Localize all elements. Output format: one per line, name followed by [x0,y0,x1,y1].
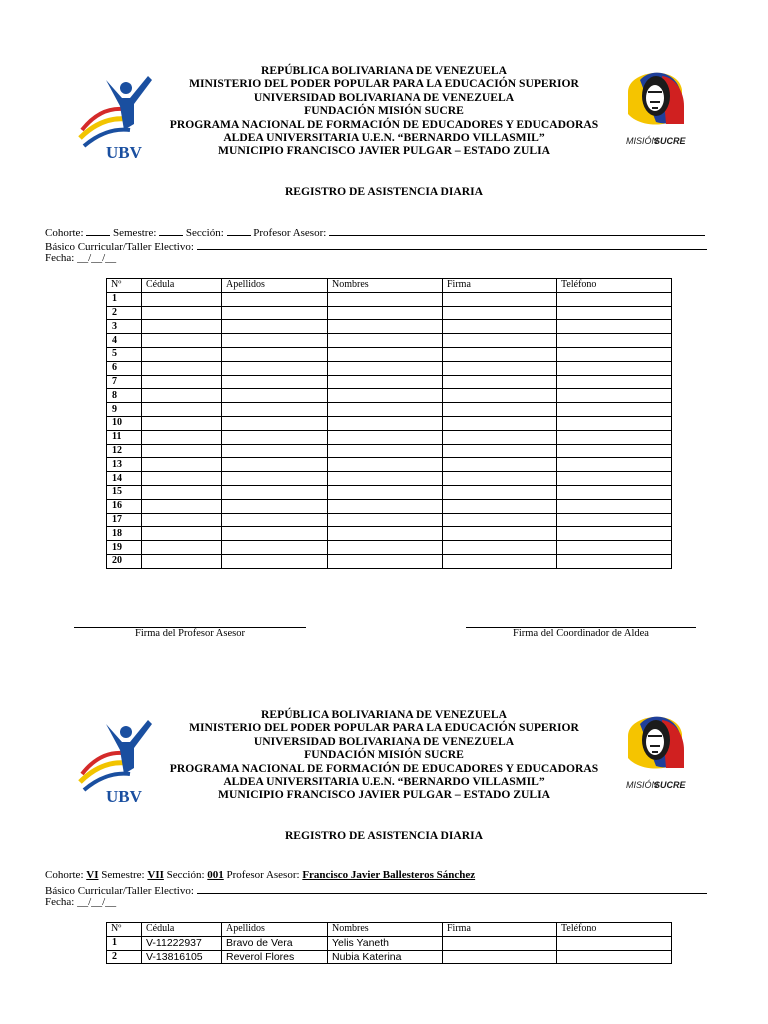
column-header: Teléfono [557,279,672,293]
table-row [107,320,672,334]
telefono-cell[interactable] [557,485,672,499]
table-row [107,375,672,389]
cedula-cell[interactable] [142,541,222,555]
profesor-input[interactable] [329,225,705,236]
nombres-cell[interactable] [328,403,443,417]
cedula-cell[interactable] [142,458,222,472]
row-number: 1 [107,936,142,950]
curricular-line [45,883,707,898]
row-number: 18 [107,527,142,541]
nombres-cell[interactable]: Yelis Yaneth [328,936,443,950]
nombres-cell[interactable] [328,361,443,375]
row-number: 14 [107,472,142,486]
cedula-cell[interactable] [142,485,222,499]
header-line: PROGRAMA NACIONAL DE FORMACIÓN DE EDUCADORES Y EDUCADORAS [169,761,599,775]
firma-cell[interactable] [443,361,557,375]
telefono-cell[interactable] [557,389,672,403]
apellidos-cell[interactable] [222,389,328,403]
column-header: Cédula [142,279,222,293]
telefono-cell[interactable] [557,403,672,417]
column-header: Apellidos [222,923,328,937]
ubv-logo-text: UBV [106,787,142,802]
cedula-cell[interactable] [142,347,222,361]
header-line: REPÚBLICA BOLIVARIANA DE VENEZUELA [261,64,507,77]
row-number: 20 [107,554,142,568]
firma-cell[interactable] [443,375,557,389]
table-row [107,527,672,541]
nombres-cell[interactable] [328,430,443,444]
telefono-cell[interactable] [557,554,672,568]
header-line: ALDEA UNIVERSITARIA U.E.N. “BERNARDO VILLASMIL” [223,775,545,789]
cedula-cell[interactable]: V-11222937 [142,936,222,950]
header-line: MINISTERIO DEL PODER POPULAR PARA LA EDUCACIÓN SUPERIOR [189,721,579,735]
telefono-cell[interactable] [557,458,672,472]
column-header: Firma [443,279,557,293]
nombres-cell[interactable] [328,292,443,306]
firma-cell[interactable] [443,527,557,541]
row-number: 2 [107,950,142,964]
cedula-cell[interactable] [142,472,222,486]
firma-cell[interactable] [443,320,557,334]
header-line: ALDEA UNIVERSITARIA U.E.N. “BERNARDO VILLASMIL” [223,131,545,145]
firma-cell[interactable] [443,950,557,964]
cedula-cell[interactable]: V-13816105 [142,950,222,964]
cedula-cell[interactable] [142,430,222,444]
seccion-input[interactable] [227,225,251,236]
telefono-cell[interactable] [557,320,672,334]
semestre-label: Semestre: [110,227,160,239]
basico-label: Básico Curricular/Taller Electivo: [45,885,197,897]
sucre-logo-text: SUCRE [654,780,686,790]
apellidos-cell[interactable] [222,430,328,444]
header-line: MUNICIPIO FRANCISCO JAVIER PULGAR – ESTADO ZULIA [218,144,550,158]
apellidos-cell[interactable] [222,320,328,334]
header-line: MUNICIPIO FRANCISCO JAVIER PULGAR – ESTADO ZULIA [218,788,550,802]
apellidos-cell[interactable] [222,334,328,348]
firma-cell[interactable] [443,936,557,950]
telefono-cell[interactable] [557,361,672,375]
row-number: 17 [107,513,142,527]
firma-cell[interactable] [443,347,557,361]
apellidos-cell[interactable] [222,527,328,541]
apellidos-cell[interactable] [222,444,328,458]
nombres-cell[interactable] [328,334,443,348]
cedula-cell[interactable] [142,499,222,513]
telefono-cell[interactable] [557,416,672,430]
register-title: REGISTRO DE ASISTENCIA DIARIA [284,829,484,842]
profesor-signature-label: Firma del Profesor Asesor [135,628,245,639]
firma-cell[interactable] [443,472,557,486]
row-number: 11 [107,430,142,444]
cedula-cell[interactable] [142,389,222,403]
firma-cell[interactable] [443,306,557,320]
table-row [107,554,672,568]
telefono-cell[interactable] [557,499,672,513]
table-row [107,485,672,499]
firma-cell[interactable] [443,334,557,348]
apellidos-cell[interactable]: Reverol Flores [222,950,328,964]
row-number: 7 [107,375,142,389]
row-number: 15 [107,485,142,499]
basico-input[interactable] [197,883,707,894]
apellidos-cell[interactable] [222,499,328,513]
table-header-row [107,923,672,937]
row-number: 13 [107,458,142,472]
telefono-cell[interactable] [557,444,672,458]
cohorte-value[interactable]: VI [86,869,99,881]
attendance-form-blank [0,60,768,660]
sucre-logo-text: SUCRE [654,136,686,146]
nombres-cell[interactable] [328,554,443,568]
table-row [107,950,672,964]
basico-label: Básico Curricular/Taller Electivo: [45,241,197,253]
table-row [107,334,672,348]
basico-input[interactable] [197,239,707,250]
header-line: PROGRAMA NACIONAL DE FORMACIÓN DE EDUCADORES Y EDUCADORAS [169,117,599,131]
profesor-value[interactable]: Francisco Javier Ballesteros Sánchez [302,869,476,881]
apellidos-cell[interactable] [222,541,328,555]
cohort-line [45,869,475,882]
header-line: FUNDACIÓN MISIÓN SUCRE [304,104,464,118]
row-number: 2 [107,306,142,320]
profesor-label: Profesor Asesor: [223,869,303,881]
header-line: FUNDACIÓN MISIÓN SUCRE [304,748,464,762]
semestre-label: Semestre: [98,869,148,881]
apellidos-cell[interactable] [222,513,328,527]
header-line: UNIVERSIDAD BOLIVARIANA DE VENEZUELA [253,90,515,104]
column-header: Apellidos [222,279,328,293]
seccion-label: Sección: [183,227,227,239]
firma-cell[interactable] [443,389,557,403]
nombres-cell[interactable] [328,499,443,513]
firma-cell[interactable] [443,416,557,430]
row-number: 12 [107,444,142,458]
table-row [107,416,672,430]
cedula-cell[interactable] [142,320,222,334]
ubv-logo-text: UBV [106,143,142,158]
cedula-cell[interactable] [142,334,222,348]
nombres-cell[interactable] [328,541,443,555]
nombres-cell[interactable] [328,444,443,458]
nombres-cell[interactable] [328,458,443,472]
column-header: Firma [443,923,557,937]
apellidos-cell[interactable] [222,375,328,389]
attendance-table [106,922,672,964]
mision-logo-text: MISIÓN [626,780,659,790]
mision-sucre-logo [622,62,690,152]
nombres-cell[interactable] [328,416,443,430]
table-row [107,541,672,555]
header-line: REPÚBLICA BOLIVARIANA DE VENEZUELA [261,708,507,721]
institution-header [150,64,618,158]
table-row [107,306,672,320]
column-header: Cédula [142,923,222,937]
column-header: Nº [107,923,142,937]
nombres-cell[interactable] [328,485,443,499]
date-line [45,896,116,909]
table-row [107,458,672,472]
telefono-cell[interactable] [557,472,672,486]
apellidos-cell[interactable] [222,361,328,375]
nombres-cell[interactable] [328,472,443,486]
table-row [107,444,672,458]
apellidos-cell[interactable] [222,292,328,306]
row-number: 9 [107,403,142,417]
firma-cell[interactable] [443,541,557,555]
apellidos-cell[interactable] [222,416,328,430]
nombres-cell[interactable] [328,527,443,541]
nombres-cell[interactable] [328,375,443,389]
date-line [45,252,116,265]
apellidos-cell[interactable] [222,403,328,417]
telefono-cell[interactable] [557,334,672,348]
register-title: REGISTRO DE ASISTENCIA DIARIA [284,185,484,198]
seccion-value[interactable]: 001 [207,869,224,881]
row-number: 6 [107,361,142,375]
cedula-cell[interactable] [142,292,222,306]
cedula-cell[interactable] [142,403,222,417]
row-number: 10 [107,416,142,430]
attendance-form-filled [0,704,768,1024]
cedula-cell[interactable] [142,527,222,541]
firma-cell[interactable] [443,292,557,306]
telefono-cell[interactable] [557,513,672,527]
telefono-cell[interactable] [557,950,672,964]
seccion-label: Sección: [163,869,208,881]
cohorte-label: Cohorte: [45,869,87,881]
row-number: 1 [107,292,142,306]
cedula-cell[interactable] [142,306,222,320]
cohorte-label: Cohorte: [45,227,87,239]
telefono-cell[interactable] [557,430,672,444]
row-number: 16 [107,499,142,513]
nombres-cell[interactable] [328,347,443,361]
firma-cell[interactable] [443,513,557,527]
telefono-cell[interactable] [557,541,672,555]
fecha-label: Fecha: __/__/__ [45,896,117,908]
semestre-value[interactable]: VII [147,869,164,881]
column-header: Nombres [328,923,443,937]
firma-cell[interactable] [443,430,557,444]
nombres-cell[interactable] [328,389,443,403]
table-row [107,347,672,361]
firma-cell[interactable] [443,403,557,417]
firma-cell[interactable] [443,458,557,472]
apellidos-cell[interactable] [222,485,328,499]
table-header-row [107,279,672,293]
row-number: 8 [107,389,142,403]
mision-logo-text: MISIÓN [626,136,659,146]
apellidos-cell[interactable] [222,554,328,568]
column-header: Nº [107,279,142,293]
table-row [107,472,672,486]
header-line: UNIVERSIDAD BOLIVARIANA DE VENEZUELA [253,734,515,748]
apellidos-cell[interactable] [222,472,328,486]
attendance-table [106,278,672,569]
table-row [107,403,672,417]
semestre-input[interactable] [159,225,183,236]
apellidos-cell[interactable] [222,306,328,320]
firma-cell[interactable] [443,485,557,499]
fecha-label: Fecha: __/__/__ [45,252,117,264]
cedula-cell[interactable] [142,513,222,527]
cohorte-input[interactable] [86,225,110,236]
table-row [107,389,672,403]
apellidos-cell[interactable] [222,458,328,472]
apellidos-cell[interactable] [222,347,328,361]
table-row [107,292,672,306]
firma-cell[interactable] [443,499,557,513]
table-row [107,936,672,950]
mision-sucre-logo [622,706,690,796]
telefono-cell[interactable] [557,347,672,361]
nombres-cell[interactable] [328,306,443,320]
firma-cell[interactable] [443,554,557,568]
nombres-cell[interactable] [328,513,443,527]
cohort-line [45,225,705,240]
nombres-cell[interactable] [328,320,443,334]
firma-cell[interactable] [443,444,557,458]
row-number: 3 [107,320,142,334]
apellidos-cell[interactable]: Bravo de Vera [222,936,328,950]
coordinador-signature-label: Firma del Coordinador de Aldea [513,628,649,639]
row-number: 4 [107,334,142,348]
cedula-cell[interactable] [142,554,222,568]
telefono-cell[interactable] [557,292,672,306]
table-row [107,513,672,527]
cedula-cell[interactable] [142,375,222,389]
cedula-cell[interactable] [142,361,222,375]
cedula-cell[interactable] [142,444,222,458]
table-row [107,361,672,375]
column-header: Nombres [328,279,443,293]
cedula-cell[interactable] [142,416,222,430]
row-number: 5 [107,347,142,361]
nombres-cell[interactable]: Nubia Katerina [328,950,443,964]
telefono-cell[interactable] [557,375,672,389]
telefono-cell[interactable] [557,527,672,541]
institution-header [150,708,618,802]
telefono-cell[interactable] [557,306,672,320]
header-line: MINISTERIO DEL PODER POPULAR PARA LA EDUCACIÓN SUPERIOR [189,77,579,91]
table-row [107,430,672,444]
curricular-line [45,239,707,254]
table-row [107,499,672,513]
row-number: 19 [107,541,142,555]
column-header: Teléfono [557,923,672,937]
profesor-label: Profesor Asesor: [250,227,330,239]
telefono-cell[interactable] [557,936,672,950]
